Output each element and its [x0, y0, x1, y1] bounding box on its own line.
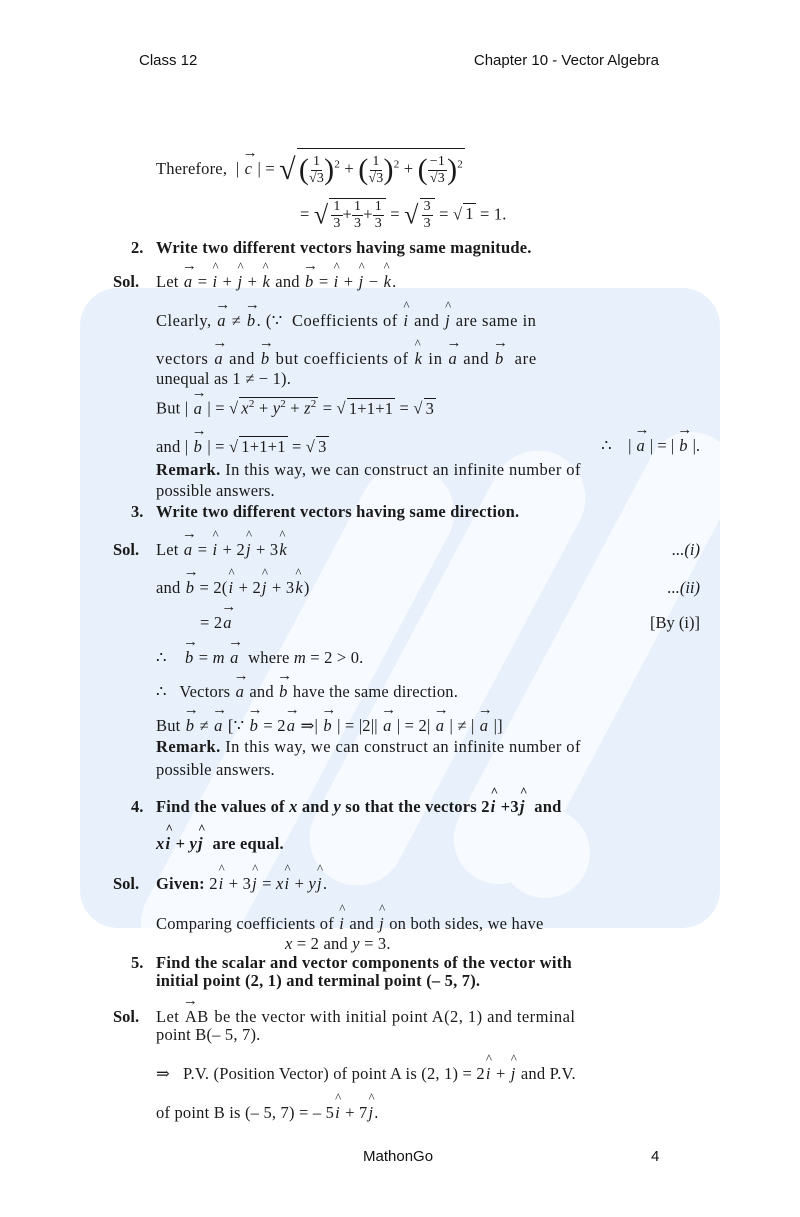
q5-line-let: Let → AB be the vector with initial point A(2, 1) and terminal: [156, 1007, 575, 1027]
question-5-line-1: Find the scalar and vector components of the vector with: [156, 953, 572, 972]
q3-line-let: Let → a = ^ i + 2^ j + 3^ k: [156, 540, 288, 560]
q5-line-point: point B(– 5, 7).: [156, 1025, 261, 1044]
q2-remark: [156, 460, 581, 480]
footer-brand: MathonGo: [363, 1148, 434, 1165]
page-header-class: Class 12: [139, 52, 198, 69]
q3-line-but: But → b ≠ → a [∵ → b = 2→ a ⇒| → b | = |2|| → a | = 2| → a | ≠ | → a |]: [156, 716, 503, 736]
question-number: 2.: [131, 238, 144, 257]
q2-line-unequal: unequal as 1 ≠ − 1).: [156, 369, 292, 388]
q4-given: Given: 2^ i + 3^ j = x^ i + y^ j.: [156, 874, 327, 894]
question-number: 4.: [131, 797, 144, 816]
q4-result: x = 2 and y = 3.: [285, 934, 391, 953]
vector-c: → c: [244, 159, 254, 179]
footer-page-number: 4: [651, 1148, 660, 1165]
given-label: Given:: [156, 874, 205, 893]
question-2-text: Write two different vectors having same magnitude.: [156, 238, 532, 257]
question-5-line-2: initial point (2, 1) and terminal point (– 5, 7).: [156, 971, 481, 990]
q5-line-pv-a: ⇒ P.V. (Position Vector) of point A is (2, 1) = 2^ i + ^ j and P.V.: [156, 1064, 576, 1084]
question-4-line-2: x^ i + y^ j are equal.: [156, 834, 284, 854]
therefore-label: Therefore,: [156, 158, 228, 178]
prev-solution-line-1: Therefore, | → c | = √ ( $\frac{1}{√3}$ )$^2$ + ( $\frac{1}{√3}$ )$^2$ + ( $\frac{-1}{√3}$ )$^2$: [156, 148, 465, 187]
question-3-text: Write two different vectors having same direction.: [156, 502, 520, 521]
q2-line-vectors: vectors → a and → b but coefficients of ^ k in → a and → b are: [156, 349, 537, 369]
q2-remark-2: possible answers.: [156, 481, 275, 500]
q2-line-and: and | → b | = √ 1+1+1 = √ 3: [156, 436, 329, 457]
q3-line-direction: ∴ Vectors → a and → b have the same direction.: [156, 682, 458, 702]
q3-remark: [156, 737, 581, 757]
q3-tag-2: ...(ii): [667, 578, 700, 597]
remark-text: In this way, we can construct an infinite number of: [225, 737, 581, 756]
q3-line-therefore: ∴ → b = m → a where m = 2 > 0.: [156, 648, 363, 668]
q2-line-clearly: Clearly, → a ≠ → b. (∵ Coefficients of ^ i and ^ j are same in: [156, 311, 536, 331]
sol-label: Sol.: [113, 540, 140, 559]
q4-compare: Comparing coefficients of ^ i and ^ j on both sides, we have: [156, 914, 543, 934]
q2-line-let: Let → a = ^ i + ^ j + ^ k and → b = ^ i + ^ j − ^ k.: [156, 272, 396, 292]
sol-label: Sol.: [113, 1007, 140, 1026]
remark-label: Remark.: [156, 737, 221, 756]
question-4-line-1: Find the values of x and y so that the vectors 2^ i +3^ j and: [156, 797, 562, 817]
q2-line-but: But | → a | = √ $x^2 + y^2 + z^2$ = √ 1+1+1 = √ 3: [156, 397, 436, 419]
q5-line-pv-b: of point B is (– 5, 7) = – 5^ i + 7^ j.: [156, 1103, 379, 1123]
q3-line-eq: = 2→ a: [200, 613, 233, 633]
question-number: 5.: [131, 953, 144, 972]
prev-solution-line-2: = √ $\frac{1}{3}$ + $\frac{1}{3}$ + $\frac{1}{3}$ = √ $\frac{3}{3}$ = √ 1 = 1.: [300, 199, 507, 231]
q2-conclusion: ∴ | → a | = | → b |.: [601, 436, 700, 456]
watermark-dot: [500, 808, 590, 898]
q3-remark-2: possible answers.: [156, 760, 275, 779]
q3-line-and: and → b = 2(^ i + 2^ j + 3^ k): [156, 578, 310, 598]
sol-label: Sol.: [113, 272, 140, 291]
page-header-chapter: Chapter 10 - Vector Algebra: [473, 52, 659, 69]
q3-tag-3: [By (i)]: [650, 613, 700, 632]
sol-label: Sol.: [113, 874, 140, 893]
remark-text: In this way, we can construct an infinite number of: [225, 460, 581, 479]
remark-label: Remark.: [156, 460, 221, 479]
q3-tag-1: ...(i): [672, 540, 700, 559]
question-number: 3.: [131, 502, 144, 521]
